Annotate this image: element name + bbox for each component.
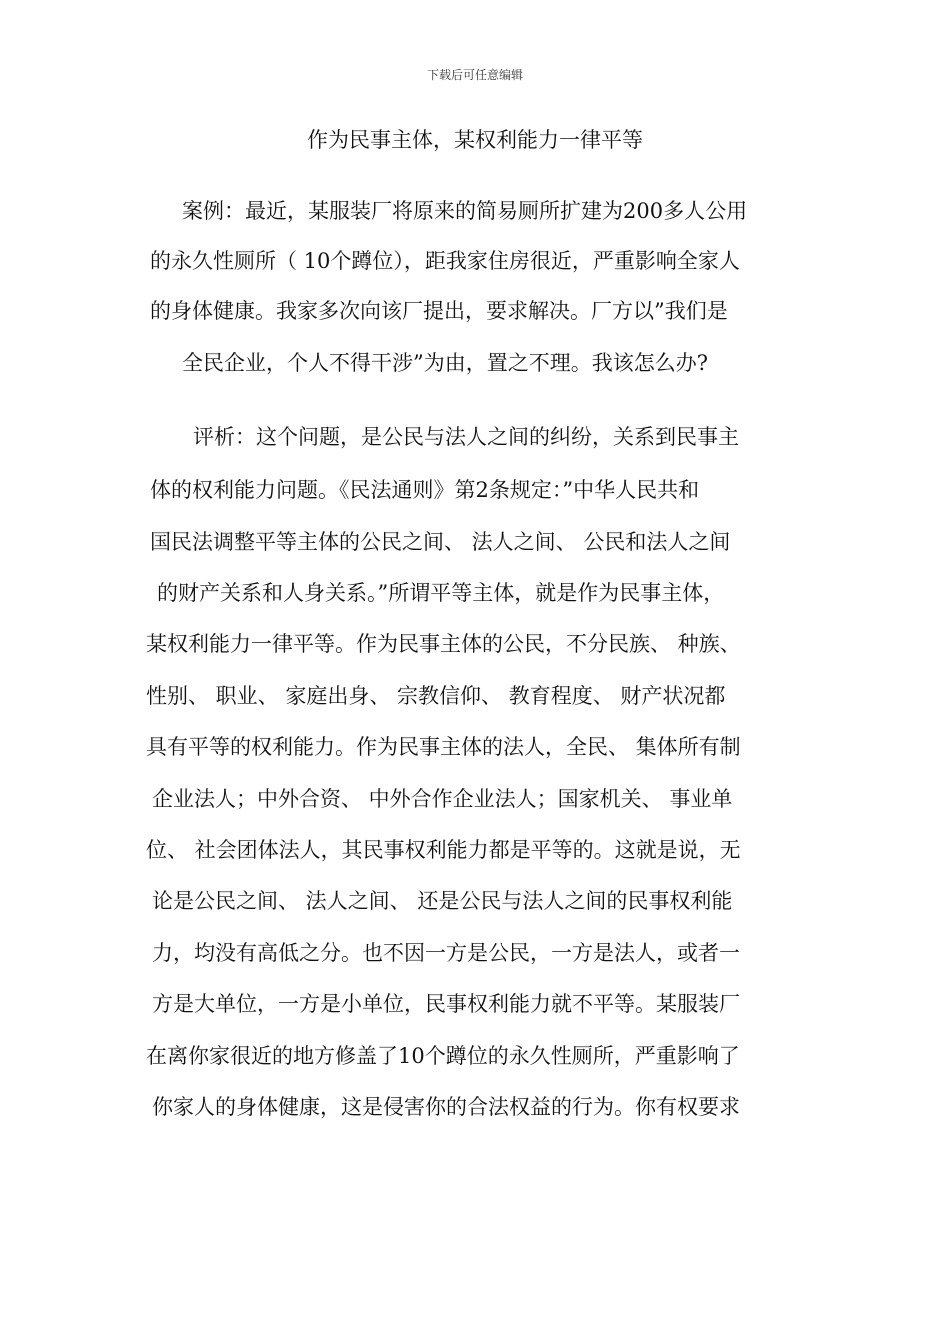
analysis-line: 国民法调整平等主体的公民之间、 法人之间、 公民和法人之间	[150, 530, 731, 554]
analysis-line: 某权利能力一律平等。作为民事主体的公民，不分民族、 种族、	[146, 632, 741, 656]
analysis-line: 论是公民之间、 法人之间、 还是公民与法人之间的民事权利能	[152, 889, 733, 913]
analysis-line: 在离你家很近的地方修盖了10个蹲位的永久性厕所，严重影响了	[146, 1044, 740, 1068]
analysis-line: 企业法人；中外合资、 中外合作企业法人；国家机关、 事业单	[152, 787, 733, 811]
header-note: 下载后可任意编辑	[426, 68, 523, 82]
analysis-line: 位、 社会团体法人，其民事权利能力都是平等的。这就是说，无	[146, 838, 741, 862]
analysis-line: 方是大单位，一方是小单位，民事权利能力就不平等。某服装厂	[152, 992, 740, 1016]
analysis-line: 你家人的身体健康，这是侵害你的合法权益的行为。你有权要求	[152, 1095, 740, 1119]
case-line: 全民企业，个人不得干涉”为由，置之不理。我该怎么办?	[182, 351, 708, 375]
analysis-line: 性别、 职业、 家庭出身、 宗教信仰、 教育程度、 财产状况都	[146, 684, 726, 708]
case-line: 的永久性厕所（ 10个蹲位），距我家住房很近，严重影响全家人	[150, 249, 740, 273]
analysis-line: 体的权利能力问题。《民法通则》第2条规定：”中华人民共和	[150, 478, 700, 502]
analysis-line: 的财产关系和人身关系。”所谓平等主体，就是作为民事主体，	[157, 581, 725, 605]
analysis-line: 评析：这个问题，是公民与法人之间的纠纷，关系到民事主	[193, 425, 739, 449]
case-line: 案例：最近，某服装厂将原来的简易厕所扩建为200多人公用	[182, 199, 748, 223]
case-line: 的身体健康。我家多次向该厂提出，要求解决。厂方以”我们是	[150, 299, 728, 323]
analysis-line: 具有平等的权利能力。作为民事主体的法人，全民、 集体所有制	[146, 735, 741, 759]
analysis-line: 力，均没有高低之分。也不因一方是公民，一方是法人，或者一	[152, 941, 740, 965]
document-title: 作为民事主体，某权利能力一律平等	[307, 128, 643, 152]
